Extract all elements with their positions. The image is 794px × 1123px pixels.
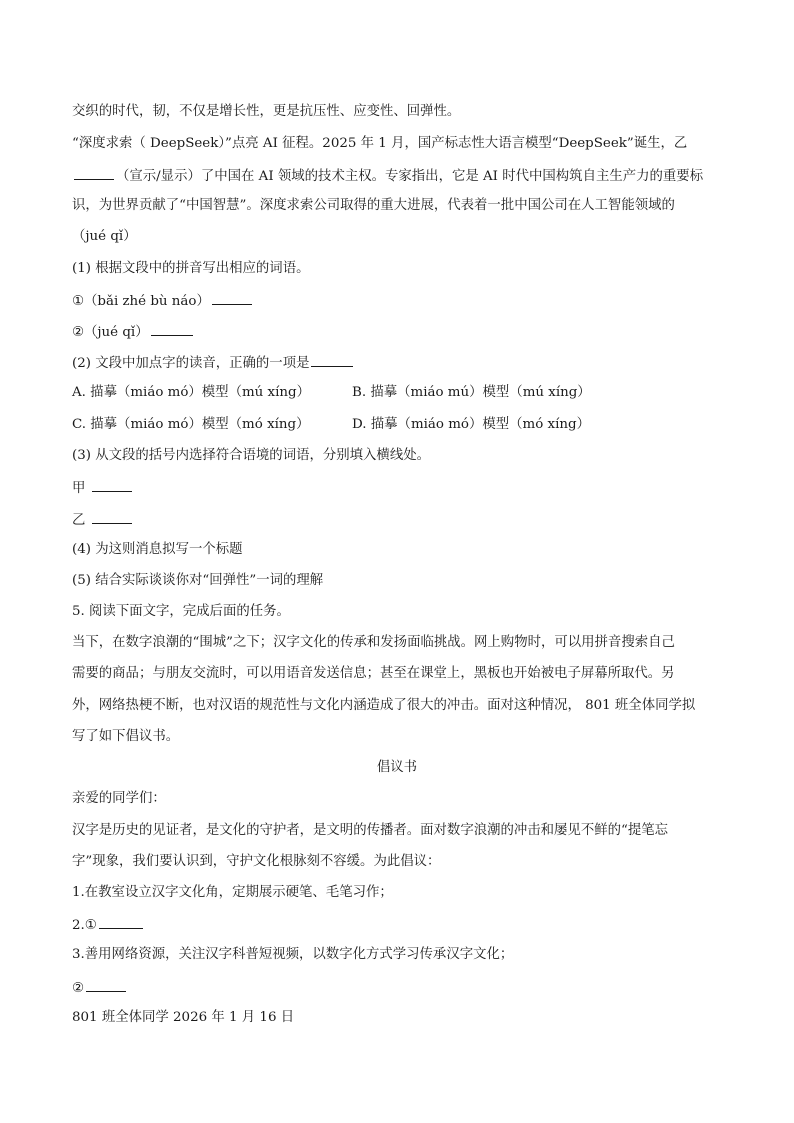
text: 3.善用网络资源，关注汉字科普短视频，以数字化方式学习传承汉字文化； [72, 947, 514, 962]
paragraph-line [72, 227, 724, 247]
option-b[interactable]: B. 描摹（miáo mú）模型（mú xíng） [352, 385, 591, 400]
text: 倡议书 [376, 760, 418, 775]
answer-blank[interactable] [311, 352, 353, 367]
text: 1.在教室设立汉字文化角，定期展示硬笔、毛笔习作； [72, 885, 393, 900]
paragraph-line [72, 727, 724, 747]
paragraph-line [72, 852, 724, 872]
text: ② [72, 981, 85, 996]
option-c[interactable]: C. 描摹（miáo mó）模型（mó xíng） [72, 417, 310, 432]
text: 乙 [72, 513, 86, 528]
answer-blank[interactable] [212, 290, 252, 305]
question-line [72, 509, 724, 531]
question-heading [72, 602, 724, 622]
proposal-title [0, 758, 794, 778]
question-line [72, 352, 724, 374]
options-line [72, 415, 724, 435]
proposal-item [72, 883, 724, 903]
text: 5. 阅读下面文字，完成后面的任务。 [72, 604, 290, 619]
answer-blank[interactable] [92, 509, 132, 524]
text: (2) 文段中加点字的读音，正确的一项是 [72, 356, 310, 371]
text: 写了如下倡议书。 [72, 729, 180, 744]
text: ②（jué qǐ） [72, 325, 149, 340]
option-a[interactable]: A. 描摹（miáo mó）模型（mú xíng） [72, 385, 310, 400]
salutation [72, 789, 724, 809]
answer-blank[interactable] [99, 914, 143, 929]
proposal-item [72, 977, 724, 999]
text: 外，网络热梗不断，也对汉语的规范性与文化内涵造成了很大的冲击。面对这种情况， 801 班全体同学拟 [72, 698, 696, 713]
paragraph-line [72, 821, 724, 841]
text: 甲 [72, 481, 86, 496]
paragraph-line [72, 196, 724, 216]
answer-blank[interactable] [74, 165, 114, 180]
question-line [72, 290, 724, 312]
option-d[interactable]: D. 描摹（miáo mó）模型（mó xíng） [352, 417, 590, 432]
text: 当下，在数字浪潮的“围城”之下；汉字文化的传承和发扬面临挑战。网上购物时，可以用拼音搜索自己 [72, 635, 675, 650]
proposal-item [72, 945, 724, 965]
text: 字”现象，我们要认识到，守护文化根脉刻不容缓。为此倡议： [72, 854, 441, 869]
text: (1) 根据文段中的拼音写出相应的词语。 [72, 261, 310, 276]
paragraph-line [72, 165, 724, 187]
text: (4) 为这则消息拟写一个标题 [72, 542, 243, 557]
answer-blank[interactable] [86, 977, 126, 992]
text: ①（bǎi zhé bù náo） [72, 294, 210, 309]
question-line [72, 477, 724, 499]
text: 亲爱的同学们： [72, 791, 166, 806]
text: 2.① [72, 918, 97, 933]
paragraph-line [72, 664, 724, 684]
question-line [72, 540, 724, 560]
text: （宣示/显示）了中国在 AI 领域的技术主权。专家指出，它是 AI 时代中国构筑自主生产力的重要标 [116, 169, 704, 184]
question-line [72, 321, 724, 343]
text: (3) 从文段的括号内选择符合语境的词语，分别填入横线处。 [72, 448, 430, 463]
proposal-item [72, 914, 724, 936]
paragraph-line [72, 134, 724, 154]
question-line [72, 259, 724, 279]
text: “深度求索（ DeepSeek）”点亮 AI 征程。2025 年 1 月，国产标志性大语言模型“DeepSeek”诞生，乙 [72, 136, 688, 151]
text: 识，为世界贡献了“中国智慧”。深度求索公司取得的重大进展，代表着一批中国公司在人工智能领域的 [72, 198, 675, 213]
signature-line [72, 1008, 724, 1028]
question-line [72, 446, 724, 466]
text: 801 班全体同学 2026 年 1 月 16 日 [72, 1010, 295, 1025]
paragraph-line [72, 696, 724, 716]
text: (5) 结合实际谈谈你对“回弹性”一词的理解 [72, 573, 324, 588]
options-line [72, 383, 724, 403]
text: 交织的时代，韧，不仅是增长性，更是抗压性、应变性、回弹性。 [72, 104, 461, 119]
paragraph-line [72, 633, 724, 653]
answer-blank[interactable] [151, 321, 193, 336]
text: （jué qǐ） [72, 229, 137, 244]
text: 汉字是历史的见证者，是文化的守护者，是文明的传播者。面对数字浪潮的冲击和屡见不鲜的“提笔忘 [72, 823, 669, 838]
text: 需要的商品；与朋友交流时，可以用语音发送信息；甚至在课堂上，黑板也开始被电子屏幕所取代。另 [72, 666, 675, 681]
paragraph-line [72, 102, 724, 122]
question-line [72, 571, 724, 591]
answer-blank[interactable] [92, 477, 132, 492]
